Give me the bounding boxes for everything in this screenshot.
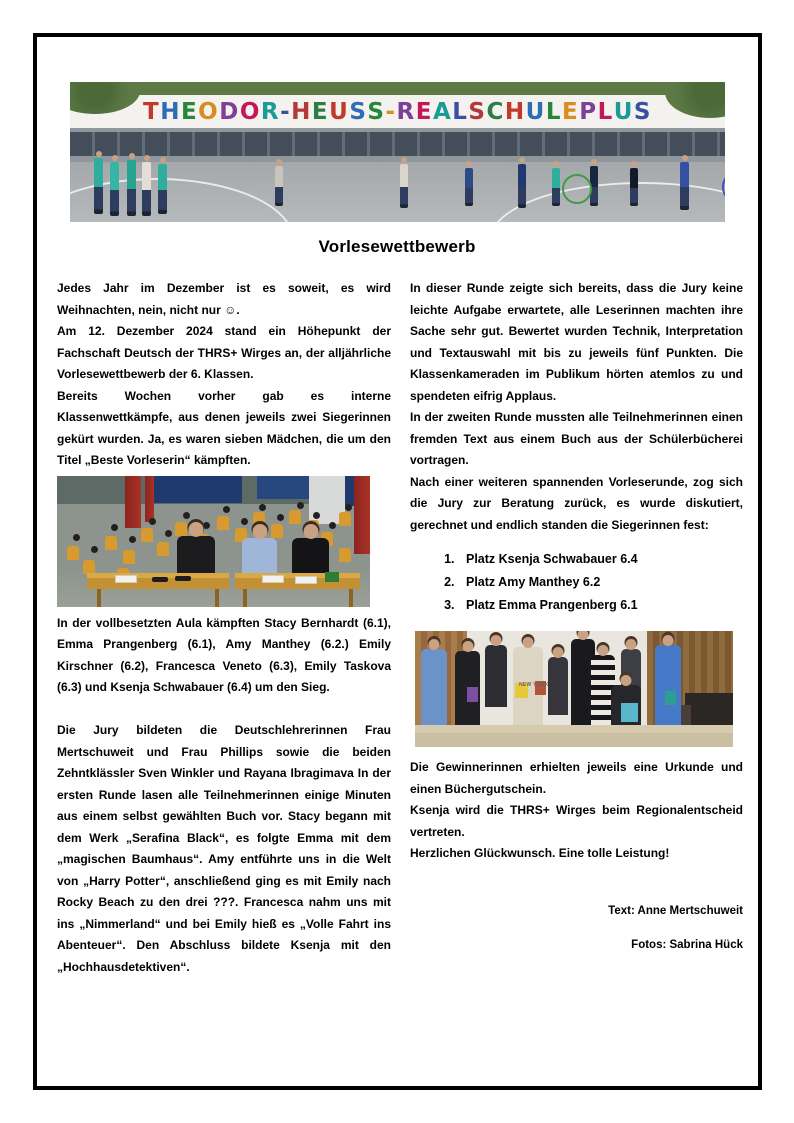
pencil-case [152, 577, 168, 582]
paragraph: Nach einer weiteren spannenden Vorleserunde, zog sich die Jury zur Beratung zurück, es wurde diskutiert, gerechnet und endlich standen die Siegerinnen fest: [410, 474, 743, 532]
winner-figure [485, 645, 507, 707]
banner-letter: H [160, 98, 181, 125]
jury-member [177, 536, 215, 574]
green-folder [325, 572, 339, 582]
winners-list [410, 548, 743, 617]
winners-photo [415, 631, 733, 747]
student-figure [552, 168, 560, 206]
student-figure [465, 168, 473, 206]
table-leg [97, 589, 101, 607]
banner-letter: L [545, 98, 562, 125]
student-figure [518, 164, 526, 208]
banner-letter: P [579, 98, 598, 125]
banner-letter: R [396, 98, 416, 125]
banner-letter: O [198, 98, 220, 125]
left-column [57, 278, 391, 978]
hula-hoop [562, 174, 592, 204]
schoolyard-photo [70, 82, 725, 222]
banner-letter: R [260, 98, 281, 125]
chair [105, 536, 117, 550]
chair [217, 516, 229, 530]
banner-letter: H [504, 98, 526, 125]
winner-figure [548, 657, 568, 715]
student-figure [110, 162, 119, 216]
banner-letter: S [349, 98, 368, 125]
paragraph: In der vollbesetzten Aula kämpften Stacy Bernhardt (6.1), Emma Prangenberg (6.1), Amy Manthey (6.2.) Emily Kirschner (6.2), Francesca Veneto (6.3), Emily Taskova (6.3) und Ksenja Schwabauer (6.4) um den Sieg. [57, 615, 391, 694]
student-figure [400, 164, 408, 208]
banner-letter: D [219, 98, 240, 125]
audience-head [91, 546, 98, 553]
audience-head [203, 522, 210, 529]
paper [295, 576, 317, 584]
chair [271, 524, 283, 538]
paragraph: Ksenja wird die THRS+ Wirges beim Regionalentscheid vertreten. [410, 803, 743, 839]
winner-item-3: 3. Platz Emma Prangenberg 6.1 [458, 594, 743, 617]
student-figure [630, 168, 638, 206]
table-leg [243, 589, 247, 607]
aula-wall [257, 476, 312, 499]
audience-head [241, 518, 248, 525]
chair [175, 522, 187, 536]
paragraph: Jedes Jahr im Dezember ist es soweit, es wird Weihnachten, nein, nicht nur ☺. [57, 281, 391, 317]
table-leg [349, 589, 353, 607]
table-leg [215, 589, 219, 607]
banner-letter: S [468, 98, 487, 125]
article-title: Vorlesewettbewerb [318, 237, 476, 256]
audience-head [149, 518, 156, 525]
banner-letter: T [143, 98, 161, 125]
banner-letter: U [329, 98, 350, 125]
banner-letter: A [432, 98, 453, 125]
chair [157, 542, 169, 556]
student-figure [275, 166, 283, 206]
paragraph: Am 12. Dezember 2024 stand ein Höhepunkt der Fachschaft Deutsch der THRS+ Wirges an, der alljährliche Vorlesewettbewerb der 6. Klassen. [57, 324, 391, 381]
audience-head [165, 530, 172, 537]
banner-letter: U [613, 98, 634, 125]
chair [339, 512, 351, 526]
curtain [125, 476, 141, 528]
prize-table [415, 725, 733, 747]
paper [262, 575, 284, 583]
banner-letter: C [486, 98, 505, 125]
winner-figure [421, 649, 447, 727]
banner-letter: E [180, 98, 199, 125]
banner-letter: S [633, 98, 652, 125]
paragraph: In dieser Runde zeigte sich bereits, dass die Jury keine leichte Aufgabe erwartete, alle Leserinnen machten ihre Sache sehr gut. Bewertet wurden Technik, Interpretation und Textauswahl mit bis zu jeweils fünf Punkten. Die Klassenkameraden im Publikum hörten atemlos zu und spendeten eifrig Applaus. [410, 281, 743, 403]
audience-head [183, 512, 190, 519]
curtain [145, 476, 154, 522]
jury-member [292, 538, 329, 574]
audience-head [111, 524, 118, 531]
banner-letter: H [291, 98, 312, 125]
chair [339, 548, 351, 562]
winner-figure [655, 645, 681, 727]
audience-head [297, 502, 304, 509]
credit-text-author: Text: Anne Mertschuweit [608, 904, 743, 917]
credits [410, 901, 743, 957]
banner-letter: S [367, 98, 386, 125]
student-figure [142, 162, 151, 216]
jury-member [242, 538, 277, 574]
audience-head [277, 514, 284, 521]
banner-letter: L [597, 98, 614, 125]
audience-head [313, 512, 320, 519]
audience-head [129, 536, 136, 543]
paragraph: Bereits Wochen vorher gab es interne Klassenwettkämpfe, aus denen jeweils zwei Siegerinnen gekürt wurden. Ja, es waren sieben Mädchen, die um den Titel „Beste Vorleserin“ kämpften. [57, 388, 391, 467]
audience-head [259, 504, 266, 511]
paragraph: Die Gewinnerinnen erhielten jeweils eine Urkunde und einen Büchergutschein. [410, 760, 743, 796]
chair [83, 560, 95, 574]
sweatshirt-text: NEW YORK [519, 682, 549, 688]
paragraph: In der zweiten Runde mussten alle Teilnehmerinnen einen fremden Text aus einem Buch aus der Schülerbücherei vortragen. [410, 410, 743, 467]
book [665, 691, 676, 705]
curtain [354, 476, 370, 554]
student-figure [158, 164, 167, 214]
yard-line [70, 178, 294, 222]
paragraph: Herzlichen Glückwunsch. Eine tolle Leistung! [410, 846, 670, 860]
book [621, 703, 638, 722]
chair [141, 528, 153, 542]
aula-photo [57, 476, 370, 607]
winner-item-1: 1. Platz Ksenja Schwabauer 6.4 [458, 548, 743, 571]
audience-head [329, 522, 336, 529]
banner-letter: E [415, 98, 433, 125]
audience-head [73, 534, 80, 541]
book [467, 687, 478, 702]
audience-head [223, 506, 230, 513]
credit-photo-author: Fotos: Sabrina Hück [631, 939, 743, 951]
banner-letter: O [239, 98, 261, 125]
winner-item-2: 2. Platz Amy Manthey 6.2 [458, 571, 743, 594]
chair [67, 546, 79, 560]
school-name-banner [70, 95, 725, 128]
banner-letter: E [561, 98, 580, 125]
right-column [410, 278, 743, 970]
banner-letter: L [452, 98, 469, 125]
banner-letter: U [525, 98, 546, 125]
pencil-case [175, 576, 191, 581]
paper [115, 575, 137, 583]
banner-letter: - [385, 98, 397, 125]
banner-letter: E [311, 98, 330, 125]
audience-head [345, 504, 352, 511]
student-figure [680, 162, 689, 210]
chair [123, 550, 135, 564]
banner-letter: - [280, 98, 292, 125]
chair [289, 510, 301, 524]
school-building-windows [70, 132, 725, 156]
paragraph: Die Jury bildeten die Deutschlehrerinnen Frau Mertschuweit und Frau Phillips sowie die beiden Zehntklässler Sven Winkler und Rayana Ibragimava In der ersten Runde lasen alle Teilnehmerinnen einige Minuten aus einem selbst gewählten Buch vor. Stacy begann mit dem Werk „Serafina Black“, es folgte Emma mit dem „magischen Baumhaus“. Amy entführte uns in die Welt von „Harry Potter“, anschließend ging es mit Emily nach Rocky Beach zu den drei ???. Francesca nahm uns mit ins „Nimmerland“ und bei Emily hieß es „Volle Fahrt ins Abenteuer“. Den Abschluss bildete Ksenja mit den „Hochhausdetektiven“. [57, 723, 391, 974]
aula-wall [152, 476, 242, 503]
student-figure [94, 158, 103, 214]
student-figure [127, 160, 136, 216]
